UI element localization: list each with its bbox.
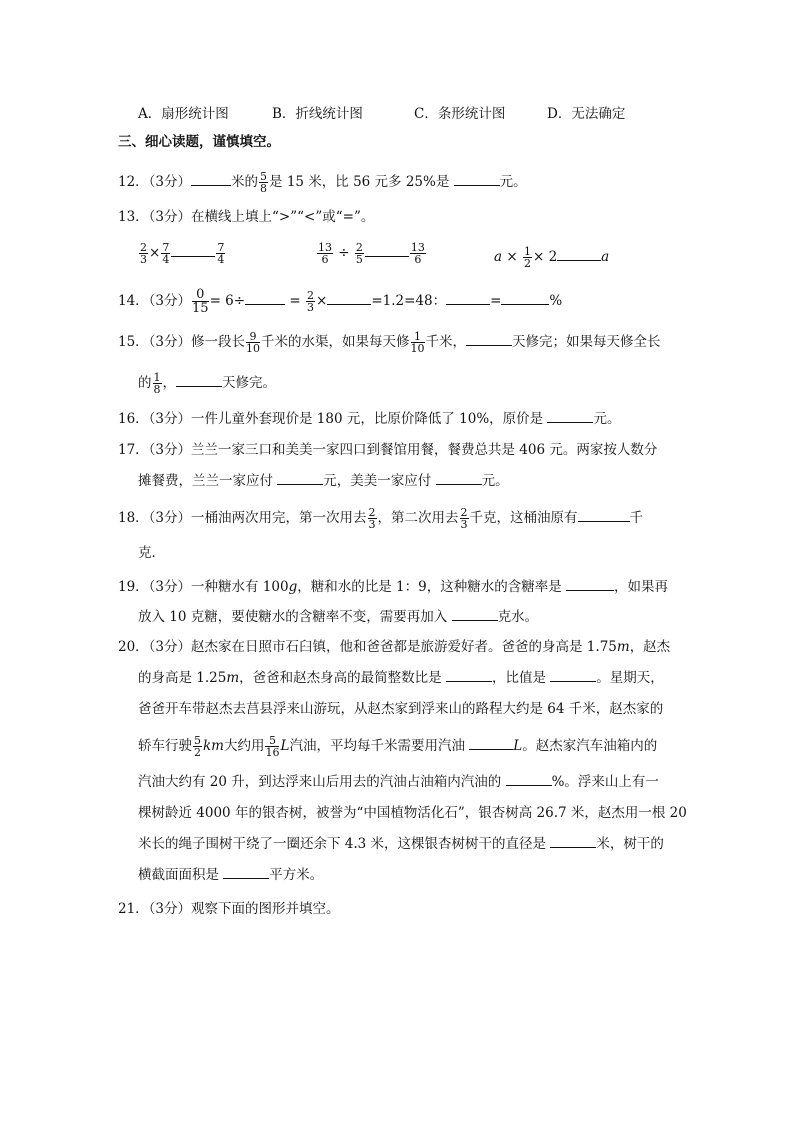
question-15-cont: 的 $\frac{1}{8}$ ， 天修完。 bbox=[138, 371, 276, 396]
answer-blank[interactable] bbox=[327, 292, 371, 305]
question-21: 21．（3分）观察下面的图形并填空。 bbox=[118, 901, 340, 917]
answer-blank[interactable] bbox=[223, 866, 269, 879]
q13-expr-1: $\frac{2}{3}$ × $\frac{7}{4}$ $\frac{7}{4}$ bbox=[140, 241, 225, 266]
answer-blank[interactable] bbox=[452, 608, 498, 621]
answer-blank[interactable] bbox=[550, 669, 596, 682]
question-20-line-7: 米长的绳子围树干绕了一圈还余下 4.3 米，这棵银杏树树干的直径是 米，树干的 bbox=[138, 836, 664, 852]
answer-blank[interactable] bbox=[365, 244, 409, 257]
answer-blank[interactable] bbox=[566, 578, 614, 591]
answer-blank[interactable] bbox=[547, 410, 593, 423]
answer-blank[interactable] bbox=[277, 472, 323, 485]
question-15: 15．（3分）修一段长 $\frac{9}{10}$ 千米的水渠，如果每天修 $\frac{1}{10}$ 千米， 天修完；如果每天修全长 bbox=[118, 330, 661, 355]
option-b: B．折线统计图 bbox=[272, 106, 363, 122]
answer-blank[interactable] bbox=[550, 835, 596, 848]
q12-text: 是 15 米，比 56 元多 25%是 bbox=[269, 174, 454, 190]
question-18-cont: 克． bbox=[138, 545, 165, 561]
answer-blank[interactable] bbox=[578, 509, 630, 522]
question-20-line-3: 爸爸开车带赵杰去莒县浮来山游玩，从赵杰家到浮来山的路程大约是 64 千米，赵杰家的 bbox=[138, 701, 664, 717]
question-16: 16．（3分）一件儿童外套现价是 180 元，比原价降低了 10%，原价是 元。 bbox=[118, 411, 621, 427]
question-20-line-8: 横截面面积是 平方米。 bbox=[138, 867, 324, 883]
question-17: 17．（3分）兰兰一家三口和美美一家四口到餐馆用餐，餐费总共是 406 元。两家按人数分 bbox=[118, 442, 658, 458]
q12-text: 元。 bbox=[499, 174, 527, 190]
question-18: 18．（3分）一桶油两次用完，第一次用去 $\frac{2}{3}$ ，第二次用去 $\frac{2}{3}$ 千克，这桶油原有 千 bbox=[118, 506, 644, 531]
question-20-line-4: 轿车行驶 $\frac{5}{2}$ km大约用 $\frac{5}{16}$ L汽油，平均每千米需要用汽油 L。赵杰家汽车油箱内的 bbox=[138, 734, 658, 759]
question-20-line-6: 棵树龄近 4000 年的银杏树，被誉为“中国植物活化石”，银杏树高 26.7 米，赵杰用一根 20 bbox=[138, 805, 687, 821]
answer-blank[interactable] bbox=[506, 773, 552, 786]
option-a: A．扇形统计图 bbox=[138, 106, 229, 122]
question-20-line-5: 汽油大约有 20 升，到达浮来山后用去的汽油占油箱内汽油的 %。浮来山上有一 bbox=[138, 774, 659, 790]
question-17-cont: 摊餐费，兰兰一家应付 元，美美一家应付 元。 bbox=[138, 473, 509, 489]
answer-blank[interactable] bbox=[501, 292, 549, 305]
option-d: D．无法确定 bbox=[547, 106, 626, 122]
q13-expr-3: a × $\frac{1}{2}$ × 2 a bbox=[494, 245, 610, 270]
question-20-line-2: 的身高是 1.25m，爸爸和赵杰身高的最简整数比是 ，比值是 。星期天， bbox=[138, 670, 664, 686]
answer-blank[interactable] bbox=[446, 669, 492, 682]
question-14: 14．（3分） $\frac{0}{15}$ = 6÷ = $\frac{2}{3}$ × =1.2=48： = % bbox=[118, 287, 563, 316]
answer-blank[interactable] bbox=[466, 333, 512, 346]
q13-expr-2: $\frac{13}{6}$ ÷ $\frac{2}{5}$ $\frac{13}{6}$ bbox=[318, 241, 425, 266]
answer-blank[interactable] bbox=[171, 244, 215, 257]
fraction: $\frac{5}{8}$ bbox=[260, 170, 268, 195]
option-c: C．条形统计图 bbox=[414, 106, 506, 122]
section-title: 三、细心读题，谨慎填空。 bbox=[118, 134, 280, 150]
answer-blank[interactable] bbox=[191, 173, 231, 186]
answer-blank[interactable] bbox=[469, 737, 513, 750]
answer-blank[interactable] bbox=[436, 472, 482, 485]
question-19: 19．（3分）一种糖水有 100g，糖和水的比是 1：9，这种糖水的含糖率是 ，如果再 bbox=[118, 579, 668, 595]
question-13: 13．（3分）在横线上填上“>”“<”或“=”。 bbox=[118, 209, 375, 225]
answer-blank[interactable] bbox=[245, 292, 285, 305]
answer-blank[interactable] bbox=[557, 248, 601, 261]
question-20: 20．（3分）赵杰家在日照市石臼镇，他和爸爸都是旅游爱好者。爸爸的身高是 1.75m，赵杰 bbox=[118, 639, 671, 655]
answer-blank[interactable] bbox=[176, 374, 222, 387]
answer-blank[interactable] bbox=[454, 173, 500, 186]
question-12 bbox=[118, 171, 527, 194]
question-19-cont: 放入 10 克糖，要使糖水的含糖率不变，需要再加入 克水。 bbox=[138, 609, 539, 625]
answer-blank[interactable] bbox=[446, 292, 490, 305]
q12-number: 12．（3分） bbox=[118, 174, 192, 190]
q12-text: 米的 bbox=[231, 174, 259, 190]
